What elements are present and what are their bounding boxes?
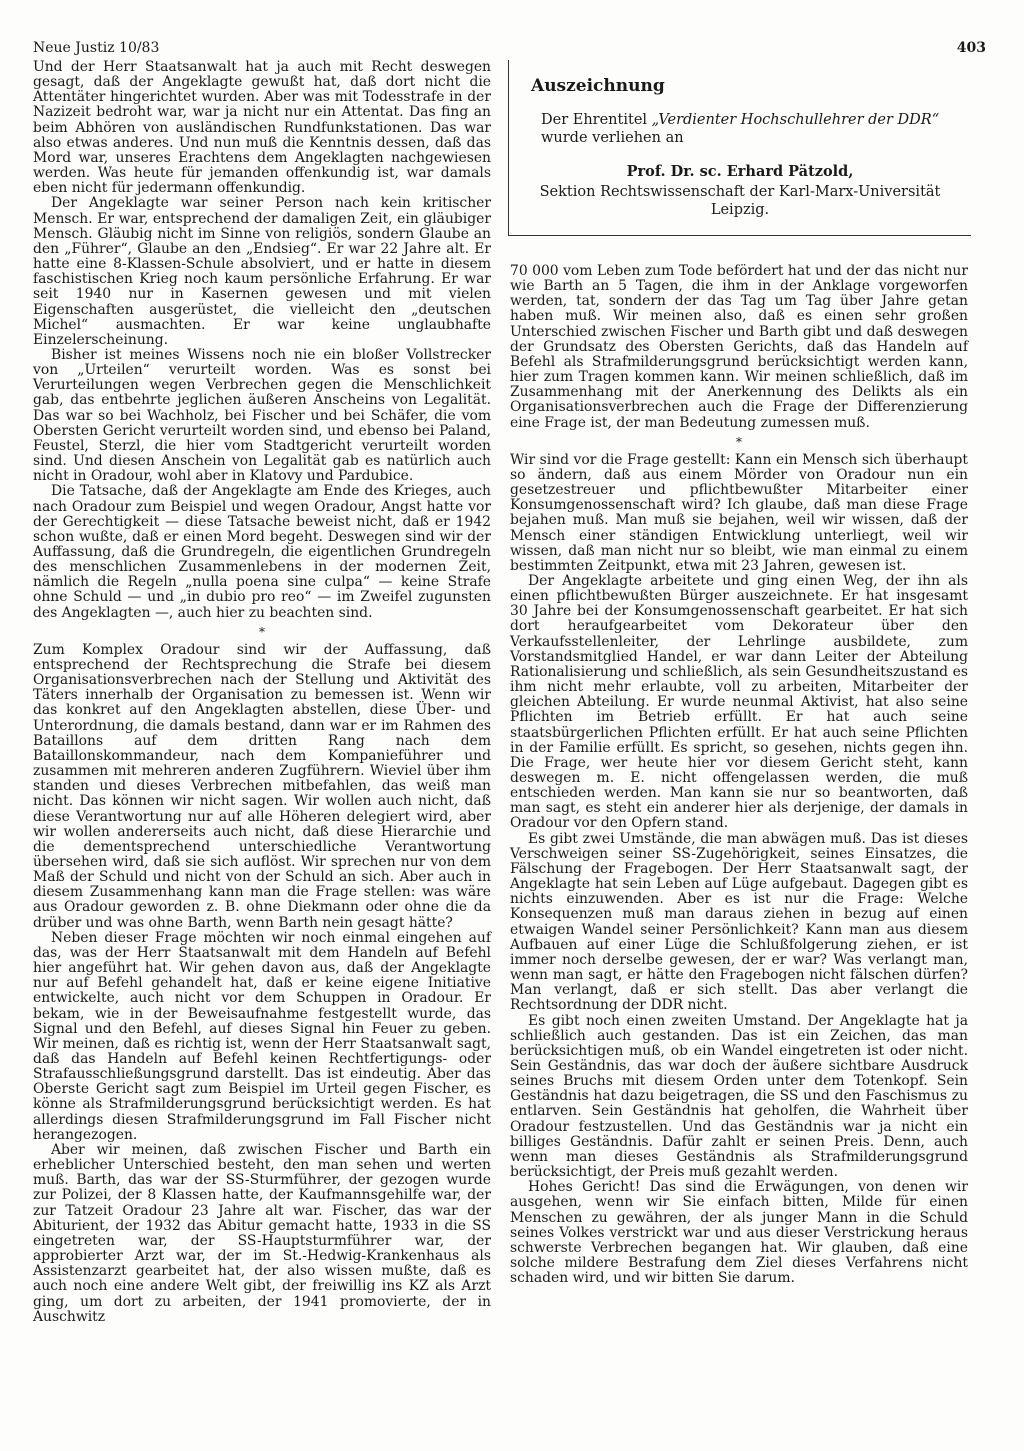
paragraph: Bisher ist meines Wissens noch nie ein bloßer Vollstrecker von „Urteilen“ verurteilt worden. Was es sonst bei Verurteilungen wegen Verbrechen gegen die Menschlichkeit gab, das entbehrte jeglichen äußeren Anscheins von Legalität. Das war so bei Wachholz, bei Fischer und bei Schäfer, die vom Obersten Gericht verurteilt worden sind, und ebenso bei Paland, Feustel, Sterzl, die hier vom Stadtgericht verurteilt worden sind. Und diesen Anschein von Legalität gab es natürlich auch nicht in Oradour, wohl aber in Klatovy und Pardubice. — [33, 346, 491, 485]
journal-title: Neue Justiz 10/83 — [33, 40, 160, 56]
paragraph: Aber wir meinen, daß zwischen Fischer und Barth ein erheblicher Unterschied besteht, den man sehen und werten muß. Barth, das war der SS-Sturmführer, der gezogen wurde zur Polizei, der 8 Klassen hatte, der Kaufmannsgehilfe war, der zur Tatzeit Oradour 23 Jahre alt war. Fischer, das war der Abiturient, der 1932 das Abitur gemacht hatte, 1933 in die SS eingetreten war, der SS-Hauptsturmführer war, der approbierter Arzt war, der im St.-Hedwig-Krankenhaus als Assistenzarzt gearbeitet hat, der also wissen mußte, daß es auch noch eine andere Welt gibt, der freiwillig ins KZ als Arzt ging, um dort zu arbeiten, der 1941 promovierte, der in Auschwitz — [33, 1141, 491, 1325]
paragraph: Wir sind vor die Frage gestellt: Kann ein Mensch sich überhaupt so ändern, daß aus einem Mörder von Oradour nun ein gesetzestreuer und pflichtbewußter Mitarbeiter einer Konsumgenossenschaft wird? Ich glaube, daß man diese Frage bejahen muß. Man muß sie bejahen, weil wir wissen, daß der Mensch einer ständigen Entwicklung unterliegt, weil wir wissen, daß man nicht nur so bleibt, wie man einmal zu einem bestimmten Zeitpunkt, etwa mit 23 Jahren, gewesen ist. — [510, 451, 968, 574]
award-intro — [541, 112, 939, 129]
award-intro-prefix: Der Ehrentitel — [541, 112, 652, 128]
award-box — [508, 60, 971, 236]
paragraph: Hohes Gericht! Das sind die Erwägungen, von denen wir ausgehen, wenn wir Sie einfach bitten, Milde für einen Menschen zu gewähren, der als junger Mann in die Schuld seines Volkes verstrickt war und aus dieser Verstrickung heraus schwerste Verbrechen begangen hat. Wir glauben, daß eine solche mildere Bestrafung dem Ziel dieses Verfahrens nicht schaden wird, und wir bitten Sie darum. — [510, 1179, 968, 1287]
paragraph: Der Angeklagte arbeitete und ging einen Weg, der ihn als einen pflichtbewußten Bürger auszeichnete. Er hat insgesamt 30 Jahre bei der Konsumgenossenschaft gearbeitet. Er hat sich dort heraufgearbeitet vom Dekorateur über den Verkaufsstellenleiter, der Lehrlinge ausbildete, zum Vorstandsmitglied Handel, er war dann Leiter der Abteilung Rationalisierung und schließlich, als sein Gesundheitszustand es ihm nicht mehr erlaubte, voll zu arbeiten, Mitarbeiter der gleichen Abteilung. Er wurde neunmal Aktivist, hat also seine Pflichten im Betrieb erfüllt. Er hat auch seine staatsbürgerlichen Pflichten erfüllt. Er hat auch seine Pflichten in der Familie erfüllt. Es spricht, so gesehen, nichts gegen ihn. Die Frage, wer heute hier vor diesem Gericht steht, kann deswegen m. E. nicht offengelassen werden, die muß entschieden werden. Man kann sie nur so beantworten, daß man sagt, es steht ein anderer hier als derjenige, der damals in Oradour vor den Opfern stand. — [510, 572, 968, 832]
paragraph: Zum Komplex Oradour sind wir der Auffassung, daß entsprechend der Rechtsprechung die Strafe bei diesem Organisationsverbrechen nach der Stellung und Aktivität des Täters innerhalb der Organisation zu bemessen ist. Wenn wir das konkret auf den Angeklagten abstellen, diese Über- und Unterordnung, die damals bestand, dann war er im Rahmen des Bataillons auf dem dritten Rang nach dem Bataillonskommandeur, nach dem Kompanieführer und zusammen mit mehreren anderen Zugführern. Wieviel über ihm standen und dieses Verbrechen mitbefahlen, das weiß man nicht. Das können wir nicht sagen. Wir wollen auch nicht, daß diese Verantwortung nur auf alle Höheren delegiert wird, aber wir wollen andererseits auch nicht, daß diese Hierarchie und die dementsprechend unterschiedliche Verantwortung übersehen wird, daß sie sich auflöst. Wir sprechen nur von dem Maß der Schuld und nicht von der Schuld an sich. Aber auch in diesem Zusammenhang kann man die Frage stellen: was wäre aus Oradour geworden z. B. ohne Diekmann oder ohne die da drüber und was ohne Barth, wenn Barth nein gesagt hätte? — [33, 641, 491, 931]
page-header — [33, 40, 986, 60]
section-separator: * — [736, 434, 742, 449]
award-intro-suffix: wurde verliehen an — [541, 130, 684, 146]
paragraph: Die Tatsache, daß der Angeklagte am Ende des Krieges, auch nach Oradour zum Beispiel und wegen Oradour, Angst hatte vor der Gerechtigkeit — diese Tatsache beweist nicht, daß er 1942 schon wußte, daß er einen Mord begeht. Deswegen sind wir der Auffassung, daß die Grundregeln, die eigentlichen Grundregeln des menschlichen Zusammenlebens in der modernen Zeit, nämlich die Regeln „nulla poena sine culpa“ — keine Strafe ohne Schuld — und „in dubio pro reo“ — im Zweifel zugunsten des Angeklagten —, auch hier zu beachten sind. — [33, 483, 491, 621]
paragraph: Neben dieser Frage möchten wir noch einmal eingehen auf das, was der Herr Staatsanwalt mit dem Handeln auf Befehl hier angeführt hat. Wir gehen davon aus, daß der Angeklagte nur auf Befehl gehandelt hat, daß er keine eigene Initiative entwickelte, auch nicht vor dem Schuppen in Oradour. Er bekam, wie in der Beweisaufnahme festgestellt wurde, das Signal und den Befehl, auf dieses Signal hin Feuer zu geben. Wir meinen, daß es richtig ist, wenn der Herr Staatsanwalt sagt, daß das Handeln auf Befehl keinen Rechtfertigungs- oder Strafausschließungsgrund darstellt. Das ist eindeutig. Aber das Oberste Gericht sagt zum Beispiel im Urteil gegen Fischer, es könne als Strafmilderungsgrund berücksichtigt werden. Es hat allerdings diesen Strafmilderungsgrund im Fall Fischer nicht herangezogen. — [33, 929, 491, 1143]
paragraph: Es gibt zwei Umstände, die man abwägen muß. Das ist dieses Verschweigen seiner SS-Zugehörigkeit, seines Einsatzes, die Fälschung der Fragebogen. Der Herr Staatsanwalt sagt, der Angeklagte hat sein Leben auf Lüge aufgebaut. Dagegen gibt es nichts einzuwenden. Aber es ist nur die Frage: Welche Konsequenzen muß man daraus ziehen in bezug auf einen etwaigen Wandel seiner Persönlichkeit? Kann man aus diesem Aufbauen auf einer Lüge die Schlußfolgerung ziehen, er ist immer noch derselbe gewesen, der er war? Was verlangt man, wenn man sagt, er hätte den Fragebogen nicht fälschen dürfen? Man verlangt, daß er sich stellt. Das aber verlangt die Rechtsordnung der DDR nicht. — [510, 830, 968, 1014]
honor-title: „Verdienter Hochschullehrer der DDR“ — [651, 112, 940, 128]
left-column — [33, 60, 491, 1325]
paragraph: Der Angeklagte war seiner Person nach kein kritischer Mensch. Er war, entsprechend der damaligen Zeit, ein gläubiger Mensch. Gläubig nicht im Sinne von religiös, sondern Glaube an den „Führer“, Glaube an den „Endsieg“. Er war 22 Jahre alt. Er hatte eine 8-Klassen-Schule absolviert, und er hatte in diesem faschistischen Krieg noch kaum persönliche Erfahrung. Er war seit 1940 nur in Kasernen gewesen und mit vielen Eigenschaften ausgerüstet, die vielleicht den „deutschen Michel“ ausmachten. Er war keine unglaubhafte Einzelerscheinung. — [33, 195, 491, 348]
award-title: Auszeichnung — [531, 76, 665, 96]
page-number: 403 — [956, 40, 986, 56]
right-column — [510, 264, 968, 1286]
award-recipient: Prof. Dr. sc. Erhard Pätzold, — [626, 163, 854, 180]
section-separator: * — [259, 624, 265, 639]
award-affiliation-city: Leipzig. — [710, 202, 770, 218]
award-affiliation: Sektion Rechtswissenschaft der Karl-Marx-Universität — [539, 184, 941, 200]
paragraph: 70 000 vom Leben zum Tode befördert hat und der das nicht nur wie Barth an 5 Tagen, die ihm in der Anklage vorgeworfen werden, tat, sondern der das Tag um Tag über Jahre getan haben muß. Wir meinen also, daß es einen sehr großen Unterschied zwischen Fischer und Barth gibt und daß deswegen der Grundsatz des Obersten Gerichts, daß das Handeln auf Befehl als Strafmilderungsgrund berücksichtigt werden kann, hier zum Tragen kommen kann. Wir meinen schließlich, daß im Zusammenhang mit der Anerkennung des Delikts als ein Organisationsverbrechen auch die Frage der Differenzierung eine Frage ist, der man Bedeutung zumessen muß. — [510, 263, 968, 431]
paragraph: Und der Herr Staatsanwalt hat ja auch mit Recht deswegen gesagt, daß der Angeklagte gewußt hat, daß dort nicht die Attentäter hingerichtet wurden. Aber was mit Todesstrafe in der Nazizeit bedroht war, war ja nicht nur ein Attentat. Das fing an beim Abhören von ausländischen Rundfunkstationen. Das war also etwas anderes. Und nun muß die Kenntnis dessen, daß das Mord war, unseres Erachtens dem Angeklagten nachgewiesen werden. Was heute für jemanden offenkundig ist, war damals eben nicht für jedermann offenkundig. — [33, 59, 491, 197]
paragraph: Es gibt noch einen zweiten Umstand. Der Angeklagte hat ja schließlich auch gestanden. Das ist ein Zeichen, das man berücksichtigen muß, ob ein Wandel eingetreten ist oder nicht. Sein Geständnis, das war doch der äußere sichtbare Ausdruck seines Bruchs mit diesem Orden unter dem Totenkopf. Sein Geständnis hat dazu beigetragen, die SS und den Faschismus zu entlarven. Sein Geständnis hat geholfen, die Wahrheit über Oradour festzustellen. Und das Geständnis war ja nicht ein billiges Geständnis. Dafür zahlt er seinen Preis. Denn, auch wenn man dieses Geständnis als Strafmilderungsgrund berücksichtigt, der Preis muß gezahlt werden. — [510, 1012, 968, 1181]
